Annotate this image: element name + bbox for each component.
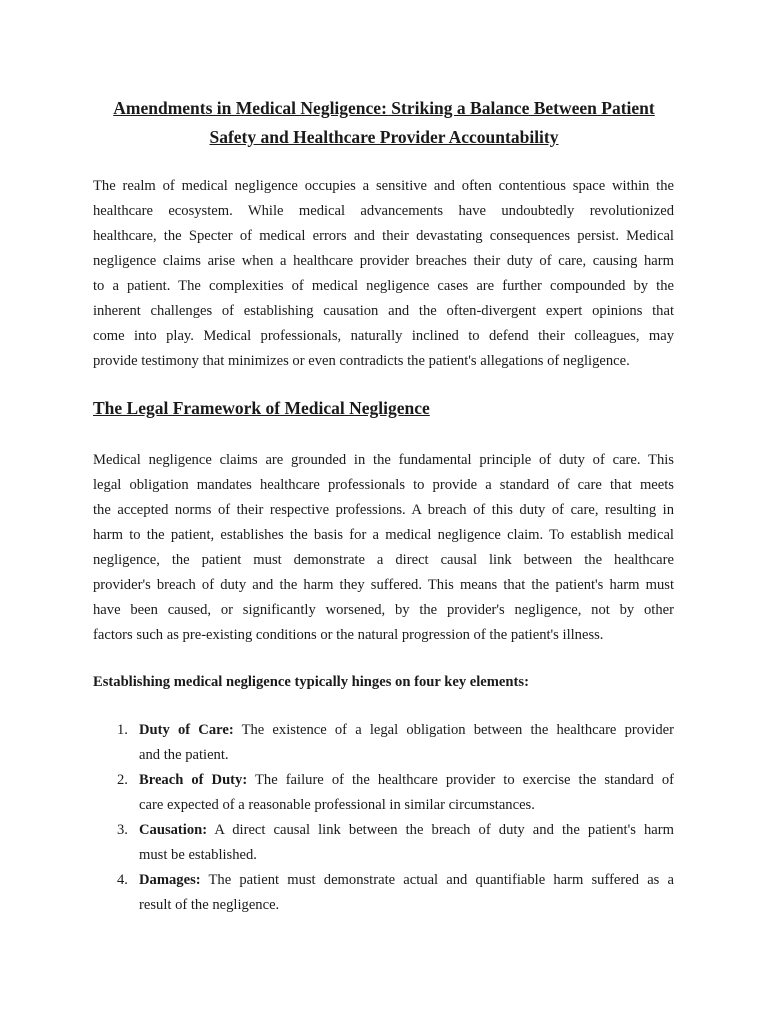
list-item-line: Causation: A direct causal link between the breach of duty and the patient's harm <box>139 822 674 838</box>
paragraph-line: provide testimony that minimizes or even contradicts the patient's allegations of negligence. <box>93 353 630 369</box>
paragraph-line: The realm of medical negligence occupies a sensitive and often contentious space within the <box>93 178 674 194</box>
paragraph-line: have been caused, or significantly worsened, by the provider's negligence, not by other <box>93 602 674 618</box>
list-item-line: Breach of Duty: The failure of the healthcare provider to exercise the standard of <box>139 772 674 788</box>
intro-paragraph <box>93 174 674 374</box>
list-item <box>93 868 674 918</box>
list-item-term: Duty of Care: <box>139 722 234 738</box>
paragraph-line: to a patient. The complexities of medical negligence cases are further compounded by the <box>93 278 674 294</box>
list-item-line: must be established. <box>139 847 257 863</box>
list-item-line: Damages: The patient must demonstrate actual and quantifiable harm suffered as a <box>139 872 674 888</box>
list-item <box>93 768 674 818</box>
paragraph-line: Medical negligence claims are grounded in the fundamental principle of duty of care. This <box>93 452 674 468</box>
paragraph-line: negligence claims arise when a healthcare provider breaches their duty of care, causing harm <box>93 253 674 269</box>
framework-paragraph <box>93 448 674 648</box>
section-heading: The Legal Framework of Medical Negligence <box>93 398 430 418</box>
paragraph-line: legal obligation mandates healthcare professionals to provide a standard of care that meets <box>93 477 674 493</box>
list-item <box>93 818 674 868</box>
title-line: Safety and Healthcare Provider Accountability <box>209 127 559 147</box>
paragraph-line: healthcare, the Specter of medical errors and their devastating consequences persist. Medical <box>93 228 674 244</box>
elements-list <box>93 718 674 918</box>
list-item-line: and the patient. <box>139 747 229 763</box>
paragraph-line: healthcare ecosystem. While medical advancements have undoubtedly revolutionized <box>93 203 674 219</box>
paragraph-line: factors such as pre-existing conditions or the natural progression of the patient's illness. <box>93 627 604 643</box>
title-line: Amendments in Medical Negligence: Striking a Balance Between Patient <box>113 98 655 118</box>
paragraph-line: the accepted norms of their respective professions. A breach of this duty of care, resulting in <box>93 502 674 518</box>
list-item-term: Breach of Duty: <box>139 772 248 788</box>
paragraph-line: harm to the patient, establishes the basis for a medical negligence claim. To establish medical <box>93 527 674 543</box>
list-item-term: Damages: <box>139 872 201 888</box>
paragraph-line: inherent challenges of establishing causation and the often-divergent expert opinions that <box>93 303 674 319</box>
list-item-line: Duty of Care: The existence of a legal obligation between the healthcare provider <box>139 722 675 738</box>
paragraph-line: negligence, the patient must demonstrate a direct causal link between the healthcare <box>93 552 674 568</box>
list-item-term: Causation: <box>139 822 208 838</box>
elements-intro: Establishing medical negligence typically hinges on four key elements: <box>93 674 529 690</box>
paragraph-line: provider's breach of duty and the harm they suffered. This means that the patient's harm must <box>93 577 674 593</box>
paragraph-line: come into play. Medical professionals, naturally inclined to defend their colleagues, may <box>93 328 674 344</box>
list-number: 2. <box>117 772 128 788</box>
list-item-line: result of the negligence. <box>139 897 280 913</box>
list-number: 4. <box>117 872 128 888</box>
list-number: 3. <box>117 822 128 838</box>
list-item <box>93 718 674 768</box>
list-number: 1. <box>117 722 128 738</box>
list-item-line: care expected of a reasonable professional in similar circumstances. <box>139 797 535 813</box>
document-title <box>60 94 708 152</box>
